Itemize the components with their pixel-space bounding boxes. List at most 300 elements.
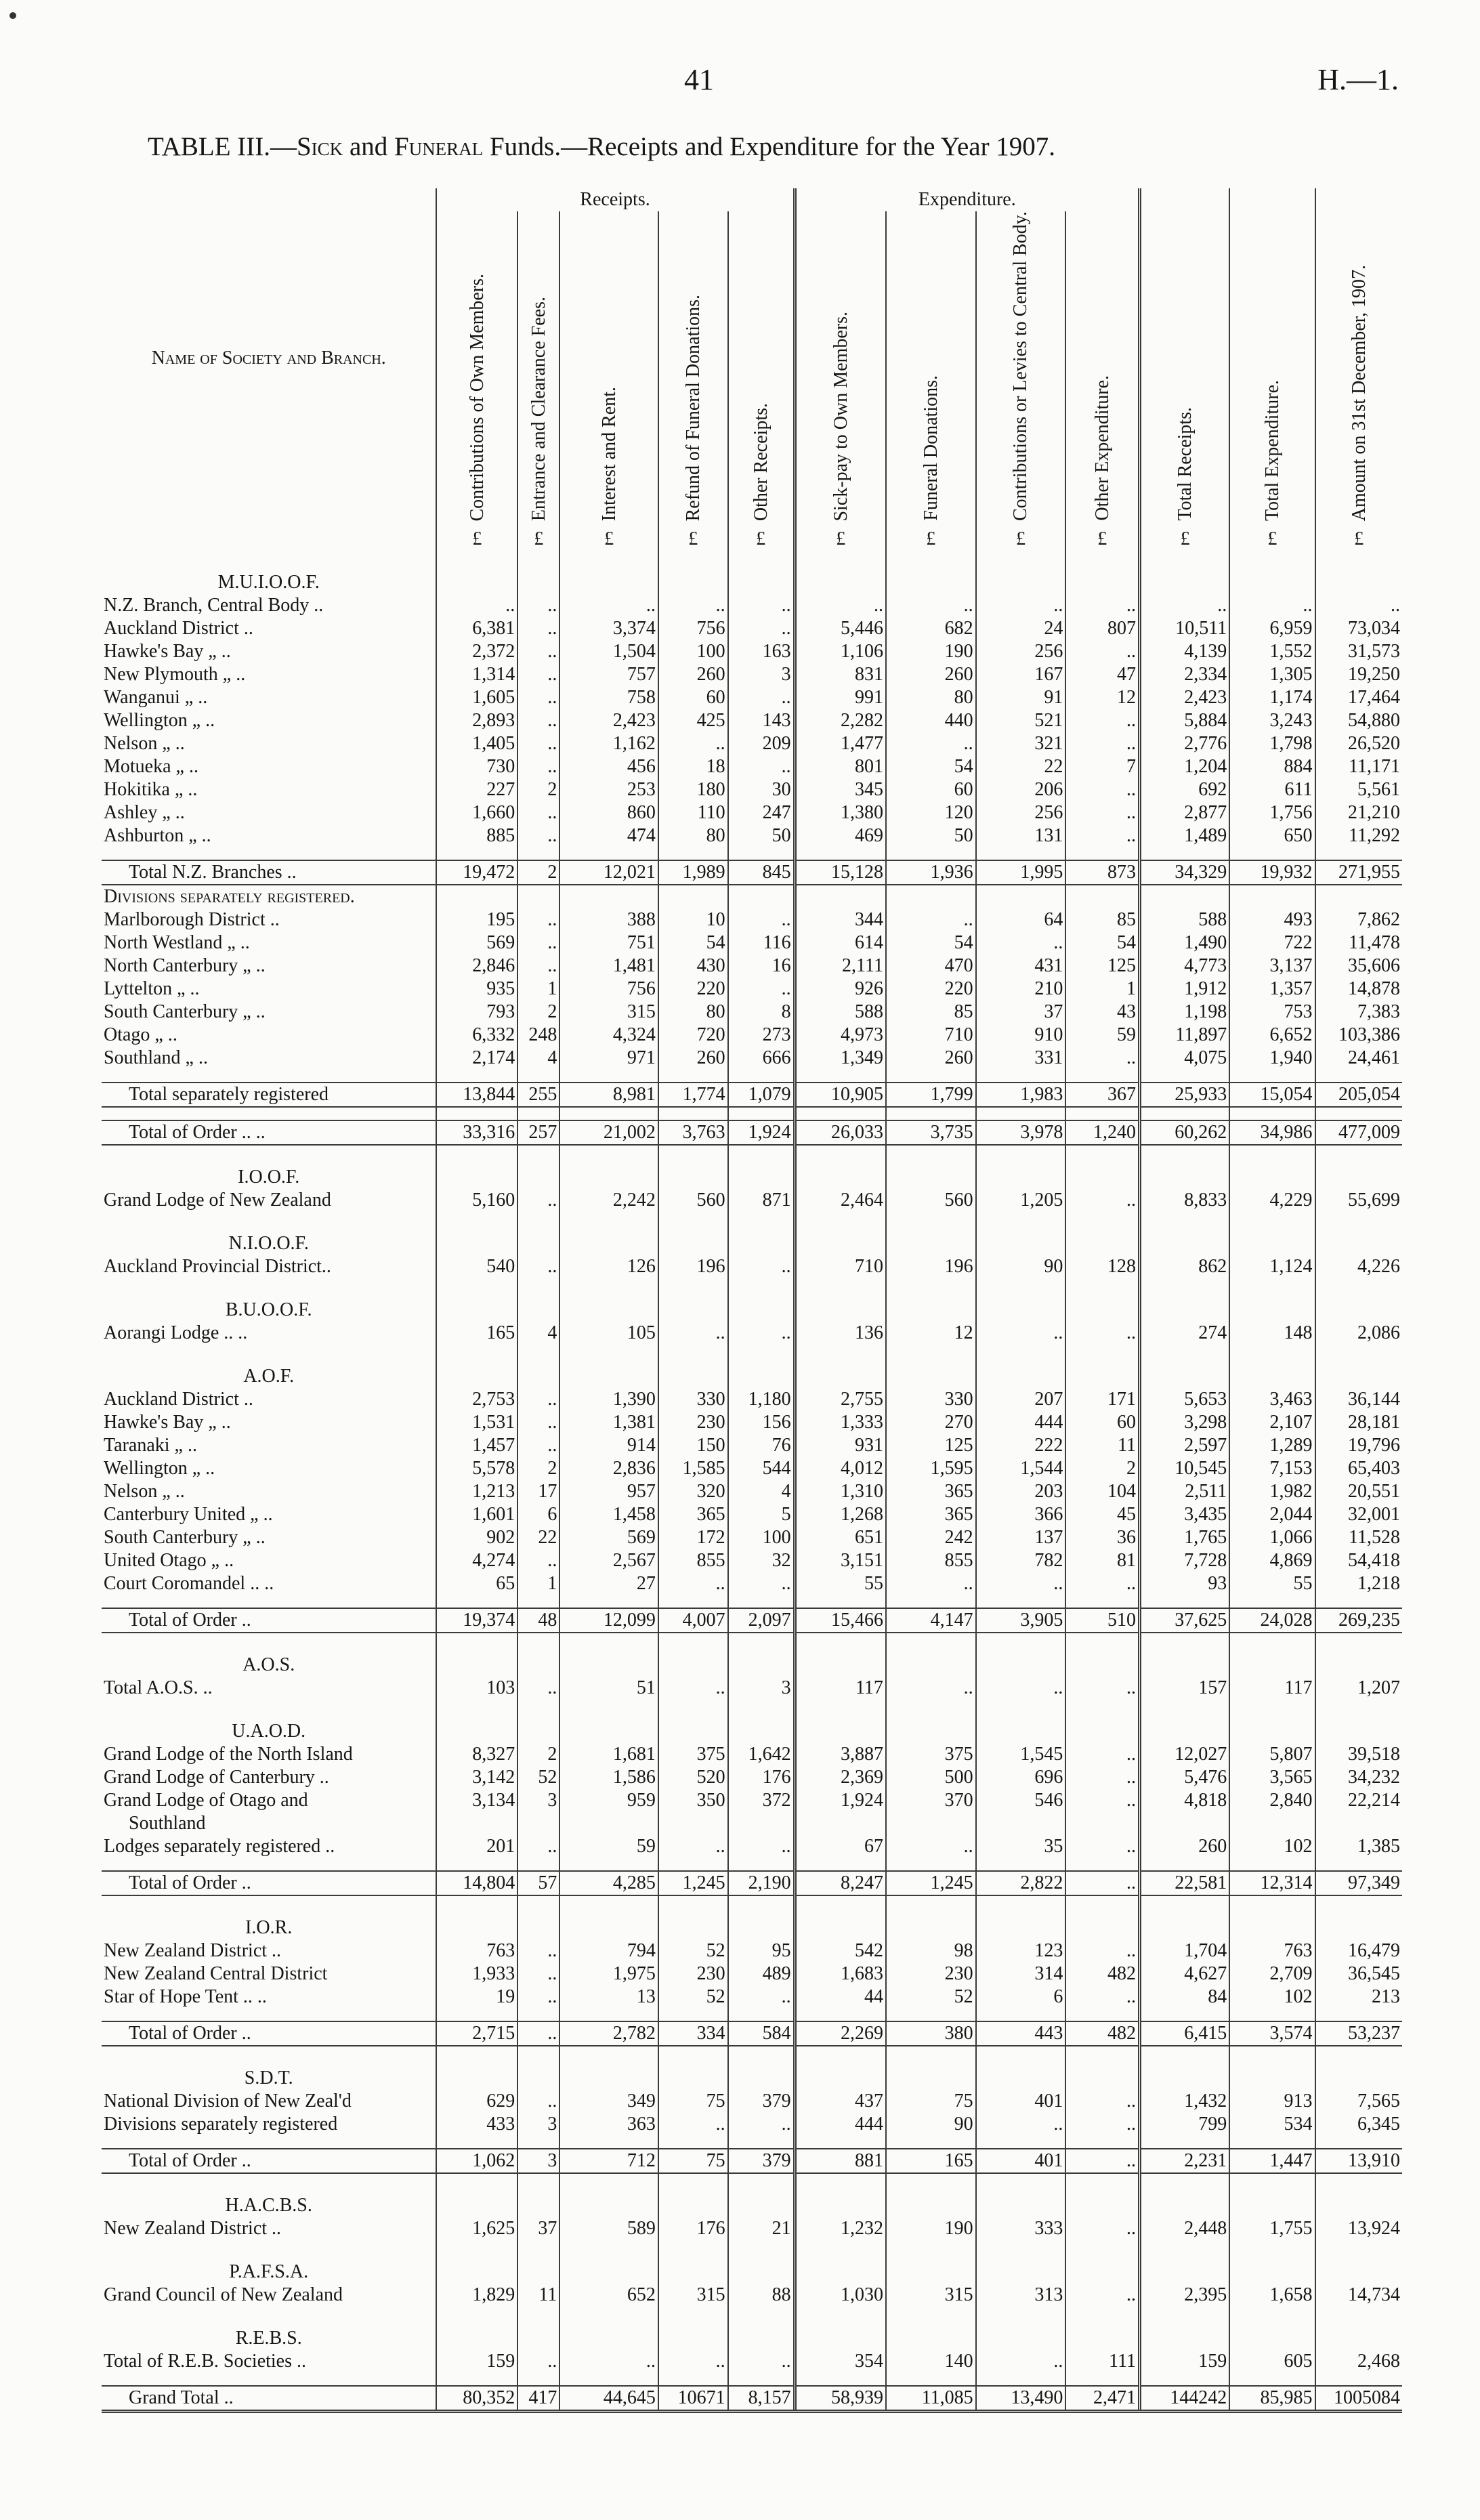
cell: 710 [886, 1024, 976, 1047]
cell: 148 [1229, 1322, 1315, 1345]
cell: 270 [886, 1411, 976, 1434]
cell: .. [517, 1189, 559, 1212]
cell: 1,357 [1229, 978, 1315, 1001]
cell: 444 [795, 2113, 886, 2136]
cell: 11 [1065, 1434, 1139, 1457]
cell: 1,933 [436, 1962, 517, 1986]
cell: 2,107 [1229, 1411, 1315, 1434]
cell: 60,262 [1140, 1120, 1230, 1145]
cell: .. [517, 1677, 559, 1700]
cell: 6 [976, 1986, 1066, 2009]
cell: 971 [559, 1047, 658, 1070]
cell: 156 [728, 1411, 795, 1434]
cell: 195 [436, 908, 517, 931]
cell: 2,709 [1229, 1962, 1315, 1986]
cell: 131 [976, 824, 1066, 847]
cell: 1,380 [795, 801, 886, 824]
cell: .. [517, 1411, 559, 1434]
cell: 85,985 [1229, 2386, 1315, 2412]
cell: .. [517, 709, 559, 732]
cell: 98 [886, 1939, 976, 1962]
cell: 313 [976, 2284, 1066, 2307]
title-and: and [343, 132, 394, 161]
cell: 37 [517, 2217, 559, 2240]
cell: 80 [658, 824, 728, 847]
cell: 256 [976, 640, 1066, 663]
table-row [102, 2284, 1402, 2307]
cell: 12,314 [1229, 1871, 1315, 1895]
cell: 209 [728, 732, 795, 755]
cell: 1,504 [559, 640, 658, 663]
cell: .. [976, 2113, 1066, 2136]
cell: 401 [976, 2149, 1066, 2173]
cell: 15,128 [795, 860, 886, 885]
cell: £ [1065, 528, 1139, 551]
cell: 80,352 [436, 2386, 517, 2412]
cell: .. [1065, 1835, 1139, 1858]
cell: 55 [1229, 1572, 1315, 1595]
cell: .. [658, 2350, 728, 2373]
cell: 4,274 [436, 1549, 517, 1572]
cell: 12 [1065, 686, 1139, 709]
cell: 50 [886, 824, 976, 847]
cell: 27 [559, 1572, 658, 1595]
cell: 1005084 [1315, 2386, 1402, 2412]
cell: 7,728 [1140, 1549, 1230, 1572]
section-row [102, 1365, 1402, 1388]
cell: 3,435 [1140, 1503, 1230, 1526]
cell: 333 [976, 2217, 1066, 2240]
cell: .. [886, 732, 976, 755]
cell: 4 [517, 1322, 559, 1345]
cell: 18 [658, 755, 728, 778]
table-row [102, 1480, 1402, 1503]
cell: 569 [436, 931, 517, 954]
cell: 22 [976, 755, 1066, 778]
cell: 13,490 [976, 2386, 1066, 2412]
cell: 52 [658, 1939, 728, 1962]
cell: 372 [728, 1789, 795, 1812]
cell: .. [1065, 1572, 1139, 1595]
cell: 722 [1229, 931, 1315, 954]
cell: 4,324 [559, 1024, 658, 1047]
cell: 1,798 [1229, 732, 1315, 755]
cell: 1,477 [795, 732, 886, 755]
cell: 11,085 [886, 2386, 976, 2412]
cell: .. [886, 594, 976, 617]
cell: .. [517, 2021, 559, 2046]
row-label: Hawke's Bay „ .. [104, 1412, 231, 1433]
cell: 7,862 [1315, 908, 1402, 931]
cell: 39,518 [1315, 1743, 1402, 1766]
cell: 1,240 [1065, 1120, 1139, 1145]
section-row [102, 528, 1402, 551]
cell: 1,268 [795, 1503, 886, 1526]
cell: 1,490 [1140, 931, 1230, 954]
cell: .. [728, 978, 795, 1001]
cell: 417 [517, 2386, 559, 2412]
cell: .. [1065, 801, 1139, 824]
cell: 213 [1315, 1986, 1402, 2009]
cell: 137 [976, 1526, 1066, 1549]
row-label: Wellington „ .. [104, 1458, 215, 1479]
cell: 991 [795, 686, 886, 709]
row-label: Canterbury United „ .. [104, 1504, 273, 1526]
cell: 2,369 [795, 1766, 886, 1789]
row-label: Hokitika „ .. [104, 779, 198, 801]
cell: 350 [658, 1789, 728, 1812]
cell: 47 [1065, 663, 1139, 686]
cell: 2,423 [559, 709, 658, 732]
cell: 85 [886, 1001, 976, 1024]
cell: 696 [976, 1766, 1066, 1789]
cell: 6,652 [1229, 1024, 1315, 1047]
cell: 2,468 [1315, 2350, 1402, 2373]
cell: 55,699 [1315, 1189, 1402, 1212]
cell: .. [1065, 1322, 1139, 1345]
cell: 95 [728, 1939, 795, 1962]
cell: 1,106 [795, 640, 886, 663]
row-label: U.A.O.D. [232, 1721, 306, 1742]
cell: 4,773 [1140, 954, 1230, 978]
cell: .. [517, 1962, 559, 1986]
cell: 11,897 [1140, 1024, 1230, 1047]
cell: 125 [1065, 954, 1139, 978]
row-label: Nelson „ .. [104, 1481, 185, 1503]
cell: 14,734 [1315, 2284, 1402, 2307]
cell: 315 [559, 1001, 658, 1024]
cell: 10,545 [1140, 1457, 1230, 1480]
table-row [102, 640, 1402, 663]
cell: .. [1065, 1766, 1139, 1789]
cell: 257 [517, 1120, 559, 1145]
cell: .. [976, 594, 1066, 617]
cell: 75 [886, 2090, 976, 2113]
cell: 1,124 [1229, 1255, 1315, 1278]
cell: 2,715 [436, 2021, 517, 2046]
cell: 444 [976, 1411, 1066, 1434]
cell: 521 [976, 709, 1066, 732]
cell: 34,986 [1229, 1120, 1315, 1145]
cell: .. [1229, 594, 1315, 617]
cell: .. [517, 755, 559, 778]
cell: .. [1065, 640, 1139, 663]
stray-ink-dot [9, 12, 16, 19]
row-label: Grand Lodge of Otago and [104, 1790, 308, 1811]
cell: .. [728, 617, 795, 640]
cell: 28,181 [1315, 1411, 1402, 1434]
cell: .. [436, 594, 517, 617]
cell: .. [517, 1549, 559, 1572]
table-row [102, 1939, 1402, 1962]
name-column-header: Name of Society and Branch. [151, 347, 386, 369]
cell: 260 [658, 663, 728, 686]
cell: 103,386 [1315, 1024, 1402, 1047]
cell: 8,157 [728, 2386, 795, 2412]
cell: 203 [976, 1480, 1066, 1503]
cell: £ [976, 528, 1066, 551]
cell: .. [728, 908, 795, 931]
table-row [102, 978, 1402, 1001]
cell: 50 [728, 824, 795, 847]
cell: .. [728, 755, 795, 778]
cell: 1,205 [976, 1189, 1066, 1212]
cell: 2,242 [559, 1189, 658, 1212]
cell: 13 [559, 1986, 658, 2009]
cell: 7 [1065, 755, 1139, 778]
cell: 8,247 [795, 1871, 886, 1895]
cell: 2,395 [1140, 2284, 1230, 2307]
row-label: Auckland Provincial District.. [104, 1256, 331, 1278]
section-row [102, 1720, 1402, 1743]
total-row [102, 1083, 1402, 1107]
cell: .. [1140, 594, 1230, 617]
row-label: South Canterbury „ .. [104, 1001, 266, 1023]
cell: 845 [728, 860, 795, 885]
cell: 1,162 [559, 732, 658, 755]
cell: 3,887 [795, 1743, 886, 1766]
table-row [102, 1962, 1402, 1986]
row-label: National Division of New Zeal'd [104, 2091, 352, 2112]
cell: .. [1065, 594, 1139, 617]
total-row [102, 1871, 1402, 1895]
row-label: Auckland District .. [104, 618, 253, 639]
cell: 2,840 [1229, 1789, 1315, 1812]
cell: 11,292 [1315, 824, 1402, 847]
cell: 1,765 [1140, 1526, 1230, 1549]
cell: .. [517, 2350, 559, 2373]
cell: .. [886, 1677, 976, 1700]
cell: 2 [517, 1743, 559, 1766]
cell: 3 [517, 1789, 559, 1812]
cell: .. [1065, 2284, 1139, 2307]
cell: 588 [1140, 908, 1230, 931]
cell: 7,153 [1229, 1457, 1315, 1480]
cell: 2,448 [1140, 2217, 1230, 2240]
cell: 120 [886, 801, 976, 824]
cell: 1,912 [1140, 978, 1230, 1001]
cell: 58,939 [795, 2386, 886, 2412]
cell: .. [517, 1434, 559, 1457]
row-label: United Otago „ .. [104, 1550, 234, 1572]
section-row [102, 1812, 1402, 1835]
cell: 860 [559, 801, 658, 824]
cell: 2,782 [559, 2021, 658, 2046]
cell: 6,959 [1229, 617, 1315, 640]
cell: 171 [1065, 1388, 1139, 1411]
cell: 55 [795, 1572, 886, 1595]
cell: 5,476 [1140, 1766, 1230, 1789]
cell: 569 [559, 1526, 658, 1549]
title-suffix: .—Receipts and Expenditure for the Year 1907. [554, 132, 1056, 161]
cell: 1,585 [658, 1457, 728, 1480]
cell: 34,232 [1315, 1766, 1402, 1789]
cell: .. [1065, 1986, 1139, 2009]
cell: 150 [658, 1434, 728, 1457]
cell: 931 [795, 1434, 886, 1457]
cell: .. [658, 1572, 728, 1595]
cell: 4,229 [1229, 1189, 1315, 1212]
cell: .. [658, 1322, 728, 1345]
cell: 54 [886, 755, 976, 778]
cell: 24 [976, 617, 1066, 640]
cell: 230 [658, 1411, 728, 1434]
cell: 91 [976, 686, 1066, 709]
cell: 3,298 [1140, 1411, 1230, 1434]
table-row [102, 931, 1402, 954]
cell: 32,001 [1315, 1503, 1402, 1526]
cell: 2 [517, 860, 559, 885]
row-label: Wellington „ .. [104, 710, 215, 732]
cell: 165 [886, 2149, 976, 2173]
cell: 873 [1065, 860, 1139, 885]
cell: 220 [886, 978, 976, 1001]
row-label: Total of Order .. [102, 1608, 436, 1633]
row-label: Grand Total .. [102, 2386, 436, 2412]
cell: 1,799 [886, 1083, 976, 1107]
row-label: Grand Lodge of the North Island [104, 1744, 353, 1765]
cell: 1,924 [728, 1120, 795, 1145]
cell: 20,551 [1315, 1480, 1402, 1503]
cell: 159 [1140, 2350, 1230, 2373]
cell: 589 [559, 2217, 658, 2240]
cell: 5,561 [1315, 778, 1402, 801]
cell: .. [1065, 709, 1139, 732]
cell: .. [517, 2090, 559, 2113]
cell: 1,204 [1140, 755, 1230, 778]
cell: 206 [976, 778, 1066, 801]
cell: .. [728, 1572, 795, 1595]
cell: 15,466 [795, 1608, 886, 1633]
cell: 43 [1065, 1001, 1139, 1024]
cell: 59 [1065, 1024, 1139, 1047]
cell: 1,681 [559, 1743, 658, 1766]
cell: .. [517, 1255, 559, 1278]
cell: 1,704 [1140, 1939, 1230, 1962]
cell: 2,097 [728, 1608, 795, 1633]
cell: 614 [795, 931, 886, 954]
cell: 1,458 [559, 1503, 658, 1526]
cell: 2,423 [1140, 686, 1230, 709]
table-row [102, 1789, 1402, 1812]
cell: 720 [658, 1024, 728, 1047]
cell: 1,531 [436, 1411, 517, 1434]
cell: 128 [1065, 1255, 1139, 1278]
cell: 433 [436, 2113, 517, 2136]
cell: 2,836 [559, 1457, 658, 1480]
cell: 3,763 [658, 1120, 728, 1145]
cell: 21,002 [559, 1120, 658, 1145]
cell: 605 [1229, 2350, 1315, 2373]
cell: 365 [886, 1503, 976, 1526]
cell: 3,463 [1229, 1388, 1315, 1411]
cell: 54,880 [1315, 709, 1402, 732]
cell: 375 [658, 1743, 728, 1766]
cell: 3 [728, 663, 795, 686]
cell: 902 [436, 1526, 517, 1549]
cell: 782 [976, 1549, 1066, 1572]
table-row [102, 1835, 1402, 1858]
table-row [102, 1503, 1402, 1526]
cell: 140 [886, 2350, 976, 2373]
cell: 13,844 [436, 1083, 517, 1107]
col-header-total-expenditure: Total Expenditure. [1229, 211, 1315, 528]
cell: 80 [658, 1001, 728, 1024]
row-label: Total of Order .. [102, 2149, 436, 2173]
total-row [102, 860, 1402, 885]
row-label: B.U.O.O.F. [225, 1299, 312, 1321]
cell: 100 [728, 1526, 795, 1549]
cell: 44 [795, 1986, 886, 2009]
cell: 201 [436, 1835, 517, 1858]
cell: .. [517, 594, 559, 617]
table-row [102, 778, 1402, 801]
cell: 1,062 [436, 2149, 517, 2173]
cell: 758 [559, 686, 658, 709]
cell: .. [1065, 1047, 1139, 1070]
row-label: Grand Council of New Zealand [104, 2284, 343, 2306]
table-row [102, 1024, 1402, 1047]
cell: 2,231 [1140, 2149, 1230, 2173]
cell: 176 [728, 1766, 795, 1789]
cell: 102 [1229, 1986, 1315, 2009]
cell: .. [517, 617, 559, 640]
cell: 11,478 [1315, 931, 1402, 954]
cell: 37,625 [1140, 1608, 1230, 1633]
cell: 60 [1065, 1411, 1139, 1434]
cell: 2,372 [436, 640, 517, 663]
cell: 4,973 [795, 1024, 886, 1047]
table-row [102, 617, 1402, 640]
cell: 260 [886, 663, 976, 686]
col-header-other-receipts: Other Receipts. [728, 211, 795, 528]
cell: 256 [976, 801, 1066, 824]
cell: 1,213 [436, 1480, 517, 1503]
cell: 3,134 [436, 1789, 517, 1812]
cell: 1,079 [728, 1083, 795, 1107]
table-row [102, 686, 1402, 709]
cell: 542 [795, 1939, 886, 1962]
cell: 21,210 [1315, 801, 1402, 824]
row-label: Hawke's Bay „ .. [104, 641, 231, 663]
row-label: Divisions separately registered [104, 2114, 338, 2135]
cell: 1,489 [1140, 824, 1230, 847]
cell: 871 [728, 1189, 795, 1212]
cell: 1 [517, 1572, 559, 1595]
cell: 314 [976, 1962, 1066, 1986]
cell: 165 [436, 1322, 517, 1345]
row-label: Total of Order .. [102, 1871, 436, 1895]
cell: 90 [886, 2113, 976, 2136]
total-row [102, 2149, 1402, 2173]
table-title [148, 131, 1380, 162]
cell: .. [1065, 2113, 1139, 2136]
row-label: A.O.S. [242, 1654, 295, 1676]
col-header-funeral-donations: Funeral Donations. [886, 211, 976, 528]
cell: 3,243 [1229, 709, 1315, 732]
cell: 220 [658, 978, 728, 1001]
cell: 1,683 [795, 1962, 886, 1986]
cell: .. [976, 1322, 1066, 1345]
total-row [102, 1120, 1402, 1145]
cell: 54 [1065, 931, 1139, 954]
cell: 19,374 [436, 1608, 517, 1633]
cell: 25,933 [1140, 1083, 1230, 1107]
cell: 692 [1140, 778, 1230, 801]
total-row [102, 1608, 1402, 1633]
cell: 344 [795, 908, 886, 931]
col-header-sick-pay: Sick-pay to Own Members. [795, 211, 886, 528]
